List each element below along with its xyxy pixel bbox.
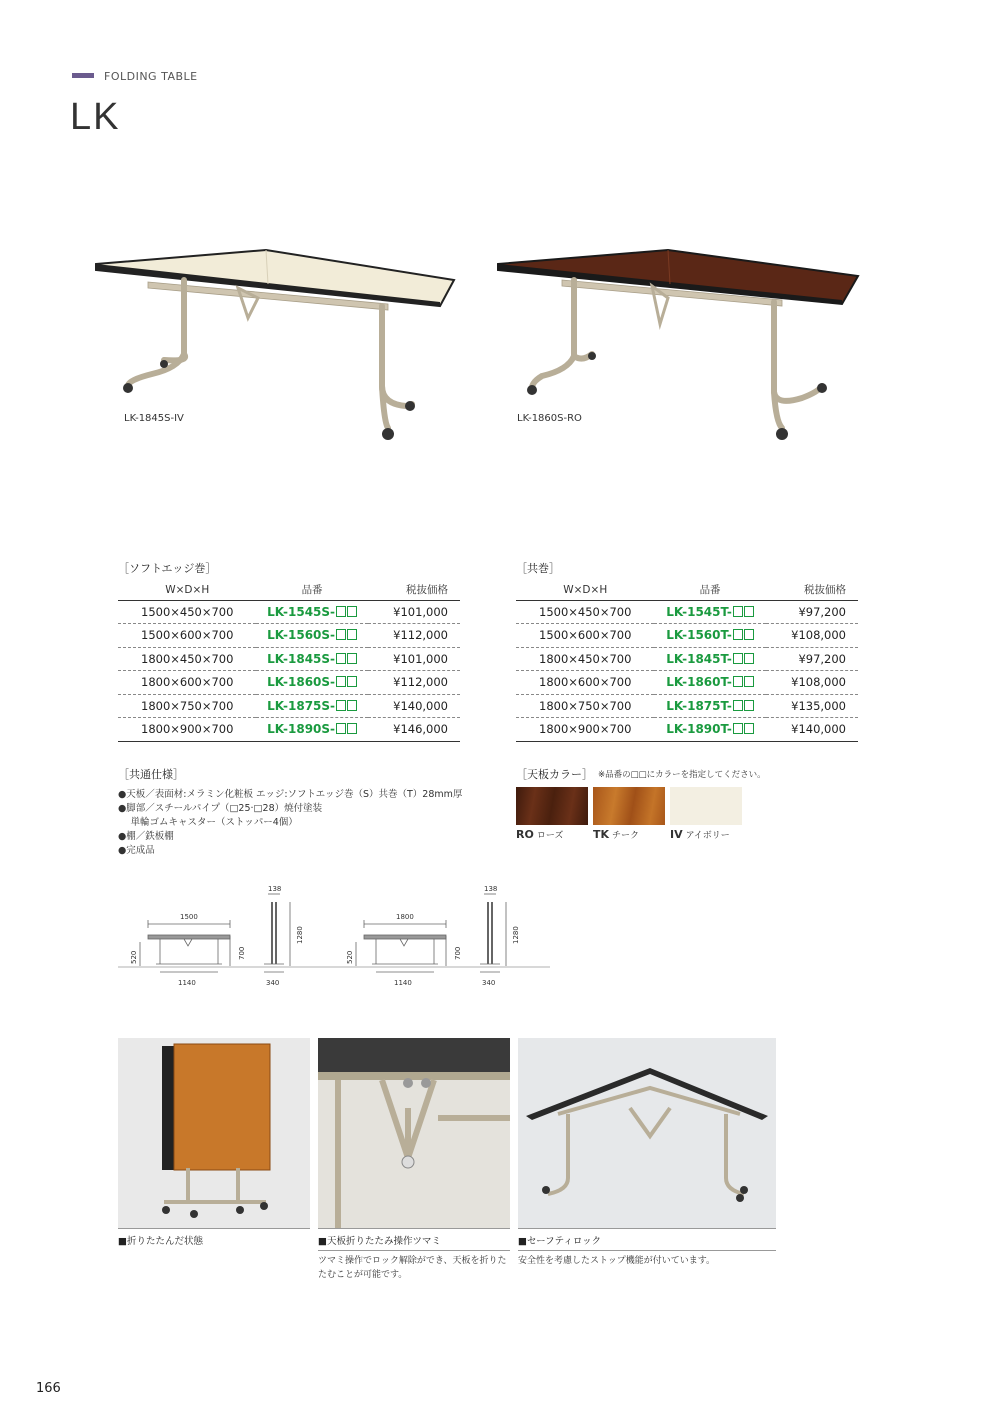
cell-price: ¥108,000 (766, 671, 858, 695)
cell-code: LK-1845T- (654, 647, 765, 671)
column-header-price: 税抜価格 (766, 580, 858, 600)
table-row (516, 624, 858, 648)
photo-safety-lock (518, 1038, 776, 1228)
photo-folded-state (118, 1038, 310, 1228)
cell-price: ¥112,000 (368, 671, 460, 695)
swatch-rose (516, 787, 588, 825)
dim-shelf-2: 520 (346, 950, 354, 964)
page-title: LK (70, 96, 121, 138)
dimension-drawings (118, 880, 558, 990)
dim-span-2: 1140 (394, 979, 412, 987)
cell-code: LK-1860T- (654, 671, 765, 695)
table-row (118, 694, 460, 718)
table-row (118, 600, 460, 624)
column-header-code: 品番 (654, 580, 765, 600)
dim-folded-height-1: 1280 (296, 926, 304, 944)
cell-dimensions: 1800×600×700 (516, 671, 654, 695)
table-row (516, 600, 858, 624)
cell-price: ¥112,000 (368, 624, 460, 648)
cell-price: ¥140,000 (368, 694, 460, 718)
dim-folded-height-2: 1280 (512, 926, 520, 944)
cell-code: LK-1560S- (256, 624, 367, 648)
photo-caption-3: ■セーフティロック (518, 1236, 602, 1247)
cell-code: LK-1545T- (654, 600, 765, 624)
dim-shelf-1: 520 (130, 950, 138, 964)
cell-price: ¥101,000 (368, 647, 460, 671)
cell-dimensions: 1800×900×700 (118, 718, 256, 742)
spec-item: ●棚／鉄板棚 (118, 831, 174, 842)
swatch-label-rose: RO ローズ (516, 828, 564, 841)
dim-width-1: 1500 (180, 913, 198, 921)
swatch-ivory (670, 787, 742, 825)
photo-folding-knob (318, 1038, 510, 1228)
table-row (118, 624, 460, 648)
dim-height-1: 700 (238, 946, 246, 960)
cell-dimensions: 1500×450×700 (516, 600, 654, 624)
table-row (516, 718, 858, 742)
cell-code: LK-1875T- (654, 694, 765, 718)
swatch-label-teak: TK チーク (593, 828, 640, 841)
cell-price: ¥101,000 (368, 600, 460, 624)
photo-desc-2: ツマミ操作でロック解除ができ、天板を折りたたむことが可能です。 (318, 1256, 507, 1280)
common-spec-label: ［共通仕様］ (118, 768, 184, 781)
cell-dimensions: 1500×600×700 (118, 624, 256, 648)
table-header-row (118, 580, 460, 600)
common-spec-list (118, 788, 462, 858)
top-color-note: ※品番の□□にカラーを指定してください。 (598, 770, 766, 780)
soft-edge-section-label: ［ソフトエッジ巻］ (118, 562, 217, 575)
spec-item: ●完成品 (118, 845, 155, 856)
spec-item: ●天板／表面材:メラミン化粧板 エッジ:ソフトエッジ巻（S）共巻（T）28mm厚 (118, 789, 463, 800)
column-header-dimensions: W×D×H (118, 580, 256, 600)
swatch-teak (593, 787, 665, 825)
cell-dimensions: 1800×750×700 (516, 694, 654, 718)
cell-dimensions: 1800×600×700 (118, 671, 256, 695)
cell-price: ¥140,000 (766, 718, 858, 742)
tomo-edge-section-label: ［共巻］ (516, 562, 560, 575)
cell-dimensions: 1800×900×700 (516, 718, 654, 742)
table-row (118, 718, 460, 742)
cell-price: ¥146,000 (368, 718, 460, 742)
top-color-label: ［天板カラー］ (516, 768, 593, 781)
table-row (516, 647, 858, 671)
cell-code: LK-1875S- (256, 694, 367, 718)
dim-folded-depth-2: 138 (484, 885, 498, 893)
dim-width-2: 1800 (396, 913, 414, 921)
cell-price: ¥108,000 (766, 624, 858, 648)
table-row (118, 671, 460, 695)
dim-base-1: 340 (266, 979, 280, 987)
column-header-price: 税抜価格 (368, 580, 460, 600)
dimension-drawing-1500 (140, 894, 290, 972)
swatch-label-ivory: IV アイボリー (670, 828, 730, 841)
cell-dimensions: 1800×750×700 (118, 694, 256, 718)
photo-caption-2: ■天板折りたたみ操作ツマミ (318, 1236, 441, 1247)
column-header-code: 品番 (256, 580, 367, 600)
product-caption-2: LK-1860S-RO (517, 413, 582, 424)
cell-dimensions: 1500×600×700 (516, 624, 654, 648)
table-row (516, 671, 858, 695)
table-header-row (516, 580, 858, 600)
spec-item: 単輪ゴムキャスター（ストッパー4個） (118, 817, 298, 828)
dim-base-2: 340 (482, 979, 496, 987)
cell-price: ¥97,200 (766, 600, 858, 624)
table-row (516, 694, 858, 718)
cell-code: LK-1545S- (256, 600, 367, 624)
table-row (118, 647, 460, 671)
product-caption-1: LK-1845S-IV (124, 413, 184, 424)
series-label: FOLDING TABLE (104, 70, 198, 83)
column-header-dimensions: W×D×H (516, 580, 654, 600)
cell-dimensions: 1800×450×700 (516, 647, 654, 671)
tomo-edge-price-table (516, 580, 858, 742)
cell-dimensions: 1500×450×700 (118, 600, 256, 624)
cell-price: ¥97,200 (766, 647, 858, 671)
dim-folded-depth-1: 138 (268, 885, 282, 893)
soft-edge-price-table (118, 580, 460, 742)
photo-caption-1: ■折りたたんだ状態 (118, 1236, 203, 1247)
cell-code: LK-1890T- (654, 718, 765, 742)
cell-code: LK-1890S- (256, 718, 367, 742)
spec-item: ●脚部／スチールパイプ（□25·□28）焼付塗装 (118, 803, 323, 814)
cell-code: LK-1560T- (654, 624, 765, 648)
cell-code: LK-1860S- (256, 671, 367, 695)
dim-span-1: 1140 (178, 979, 196, 987)
cell-code: LK-1845S- (256, 647, 367, 671)
photo-desc-3: 安全性を考慮したストップ機能が付いています。 (518, 1256, 716, 1266)
dim-height-2: 700 (454, 946, 462, 960)
cell-price: ¥135,000 (766, 694, 858, 718)
dimension-drawing-1800 (356, 894, 506, 972)
cell-dimensions: 1800×450×700 (118, 647, 256, 671)
page-number: 166 (36, 1381, 61, 1396)
series-color-bar (72, 73, 94, 78)
